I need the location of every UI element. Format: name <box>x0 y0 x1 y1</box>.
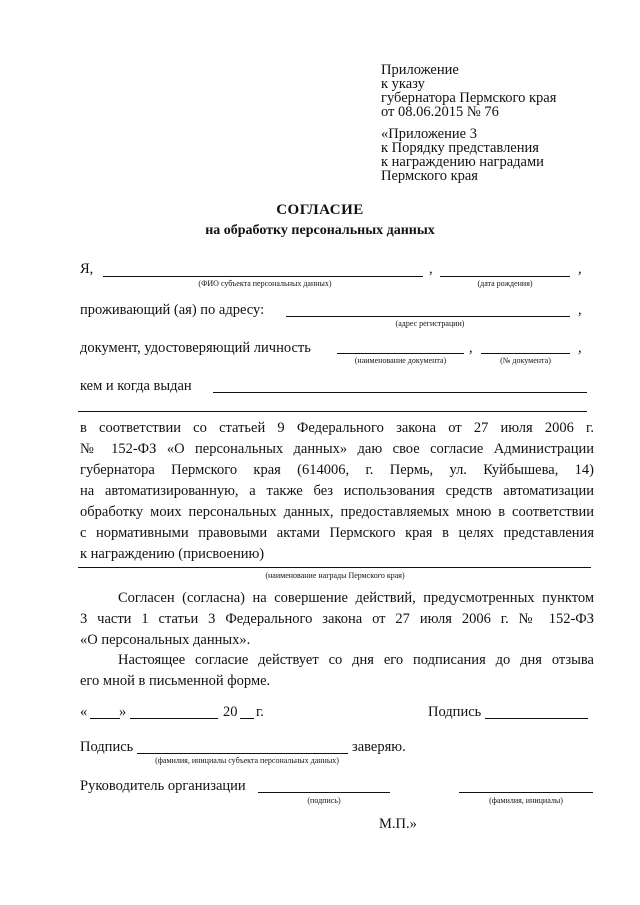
date-year-prefix: 20 <box>223 704 238 720</box>
date-close-quote: » <box>119 704 127 720</box>
head-name-blank[interactable] <box>459 792 593 793</box>
head-label: Руководитель организации <box>80 778 246 794</box>
consent-paragraph <box>80 418 594 565</box>
head-sign-caption: (подпись) <box>307 796 341 805</box>
appendix-line: от 08.06.2015 № 76 <box>381 104 499 120</box>
certify-label: Подпись <box>80 739 134 755</box>
document-title: СОГЛАСИЕ <box>276 202 364 218</box>
doc-number-blank[interactable] <box>481 353 570 354</box>
appendix-line: к указу <box>381 76 425 92</box>
paragraph-line: 3 части 1 статьи 3 Федерального закона от 27 июля 2006 г. № 152-ФЗ <box>80 611 594 627</box>
i-label: Я, <box>80 261 94 277</box>
date-month-blank[interactable] <box>130 718 218 719</box>
appendix-line: губернатора Пермского края <box>381 90 557 106</box>
address-label: проживающий (ая) по адресу: <box>80 302 265 318</box>
signature-blank[interactable] <box>485 718 588 719</box>
comma: , <box>469 340 473 356</box>
doc-name-blank[interactable] <box>337 353 464 354</box>
date-open-quote: « <box>80 704 88 720</box>
paragraph-line: обработку моих персональных данных, предоставляемых мною в соответствии <box>80 504 594 520</box>
document-subtitle: на обработку персональных данных <box>205 223 435 238</box>
comma: , <box>578 340 582 356</box>
signature-label: Подпись <box>428 704 482 720</box>
paragraph-line: с нормативными правовыми актами Пермского края в целях представления <box>80 525 594 541</box>
head-name-caption: (фамилия, инициалы) <box>489 796 563 805</box>
head-signature-blank[interactable] <box>258 792 390 793</box>
paragraph-line: № 152-ФЗ «О персональных данных» даю свое согласие Администрации <box>80 441 594 457</box>
paragraph-line: его мной в письменной форме. <box>80 673 271 689</box>
award-name-blank[interactable] <box>78 567 591 568</box>
validity-paragraph <box>80 650 594 692</box>
certify-word: заверяю. <box>352 739 406 755</box>
issued-blank-1[interactable] <box>213 392 587 393</box>
appendix-line: Приложение <box>381 62 459 78</box>
doc-number-caption: (№ документа) <box>500 356 551 365</box>
appendix-reference <box>381 63 556 119</box>
fio-caption: (ФИО субъекта персональных данных) <box>198 279 332 288</box>
award-caption: (наименование награды Пермского края) <box>265 571 405 580</box>
birth-date-blank[interactable] <box>440 276 570 277</box>
document-label: документ, удостоверяющий личность <box>80 340 311 356</box>
certify-name-blank[interactable] <box>137 753 348 754</box>
doc-name-caption: (наименование документа) <box>354 356 447 365</box>
appendix3-line: к награждению наградами <box>381 154 544 170</box>
date-day-blank[interactable] <box>90 718 120 719</box>
paragraph-line: на автоматизированную, а также без использования средств автоматизации <box>80 483 594 499</box>
stamp-place: М.П.» <box>379 816 417 832</box>
paragraph-line: губернатора Пермского края (614006, г. Пермь, ул. Куйбышева, 14) <box>80 462 594 478</box>
address-caption: (адрес регистрации) <box>395 319 465 328</box>
comma: , <box>578 261 582 277</box>
certify-caption: (фамилия, инициалы субъекта персональных данных) <box>155 756 339 765</box>
birth-caption: (дата рождения) <box>477 279 533 288</box>
paragraph-line: к награждению (присвоению) <box>80 546 265 562</box>
appendix3-line: Пермского края <box>381 168 478 184</box>
fio-blank[interactable] <box>103 276 423 277</box>
date-year-blank[interactable] <box>240 718 254 719</box>
actions-paragraph <box>80 588 594 651</box>
paragraph-line: Согласен (согласна) на совершение действий, предусмотренных пунктом <box>118 590 594 606</box>
paragraph-line: в соответствии со статьей 9 Федерального закона от 27 июля 2006 г. <box>80 420 594 436</box>
paragraph-line: «О персональных данных». <box>80 632 251 648</box>
date-year-suffix: г. <box>256 704 264 720</box>
appendix3-line: «Приложение 3 <box>381 126 477 142</box>
comma: , <box>429 261 433 277</box>
issued-blank-2[interactable] <box>78 411 587 412</box>
comma: , <box>578 302 582 318</box>
appendix3-reference <box>381 127 544 183</box>
issued-label: кем и когда выдан <box>80 378 192 394</box>
appendix3-line: к Порядку представления <box>381 140 539 156</box>
paragraph-line: Настоящее согласие действует со дня его подписания до дня отзыва <box>118 652 594 668</box>
address-blank[interactable] <box>286 316 570 317</box>
